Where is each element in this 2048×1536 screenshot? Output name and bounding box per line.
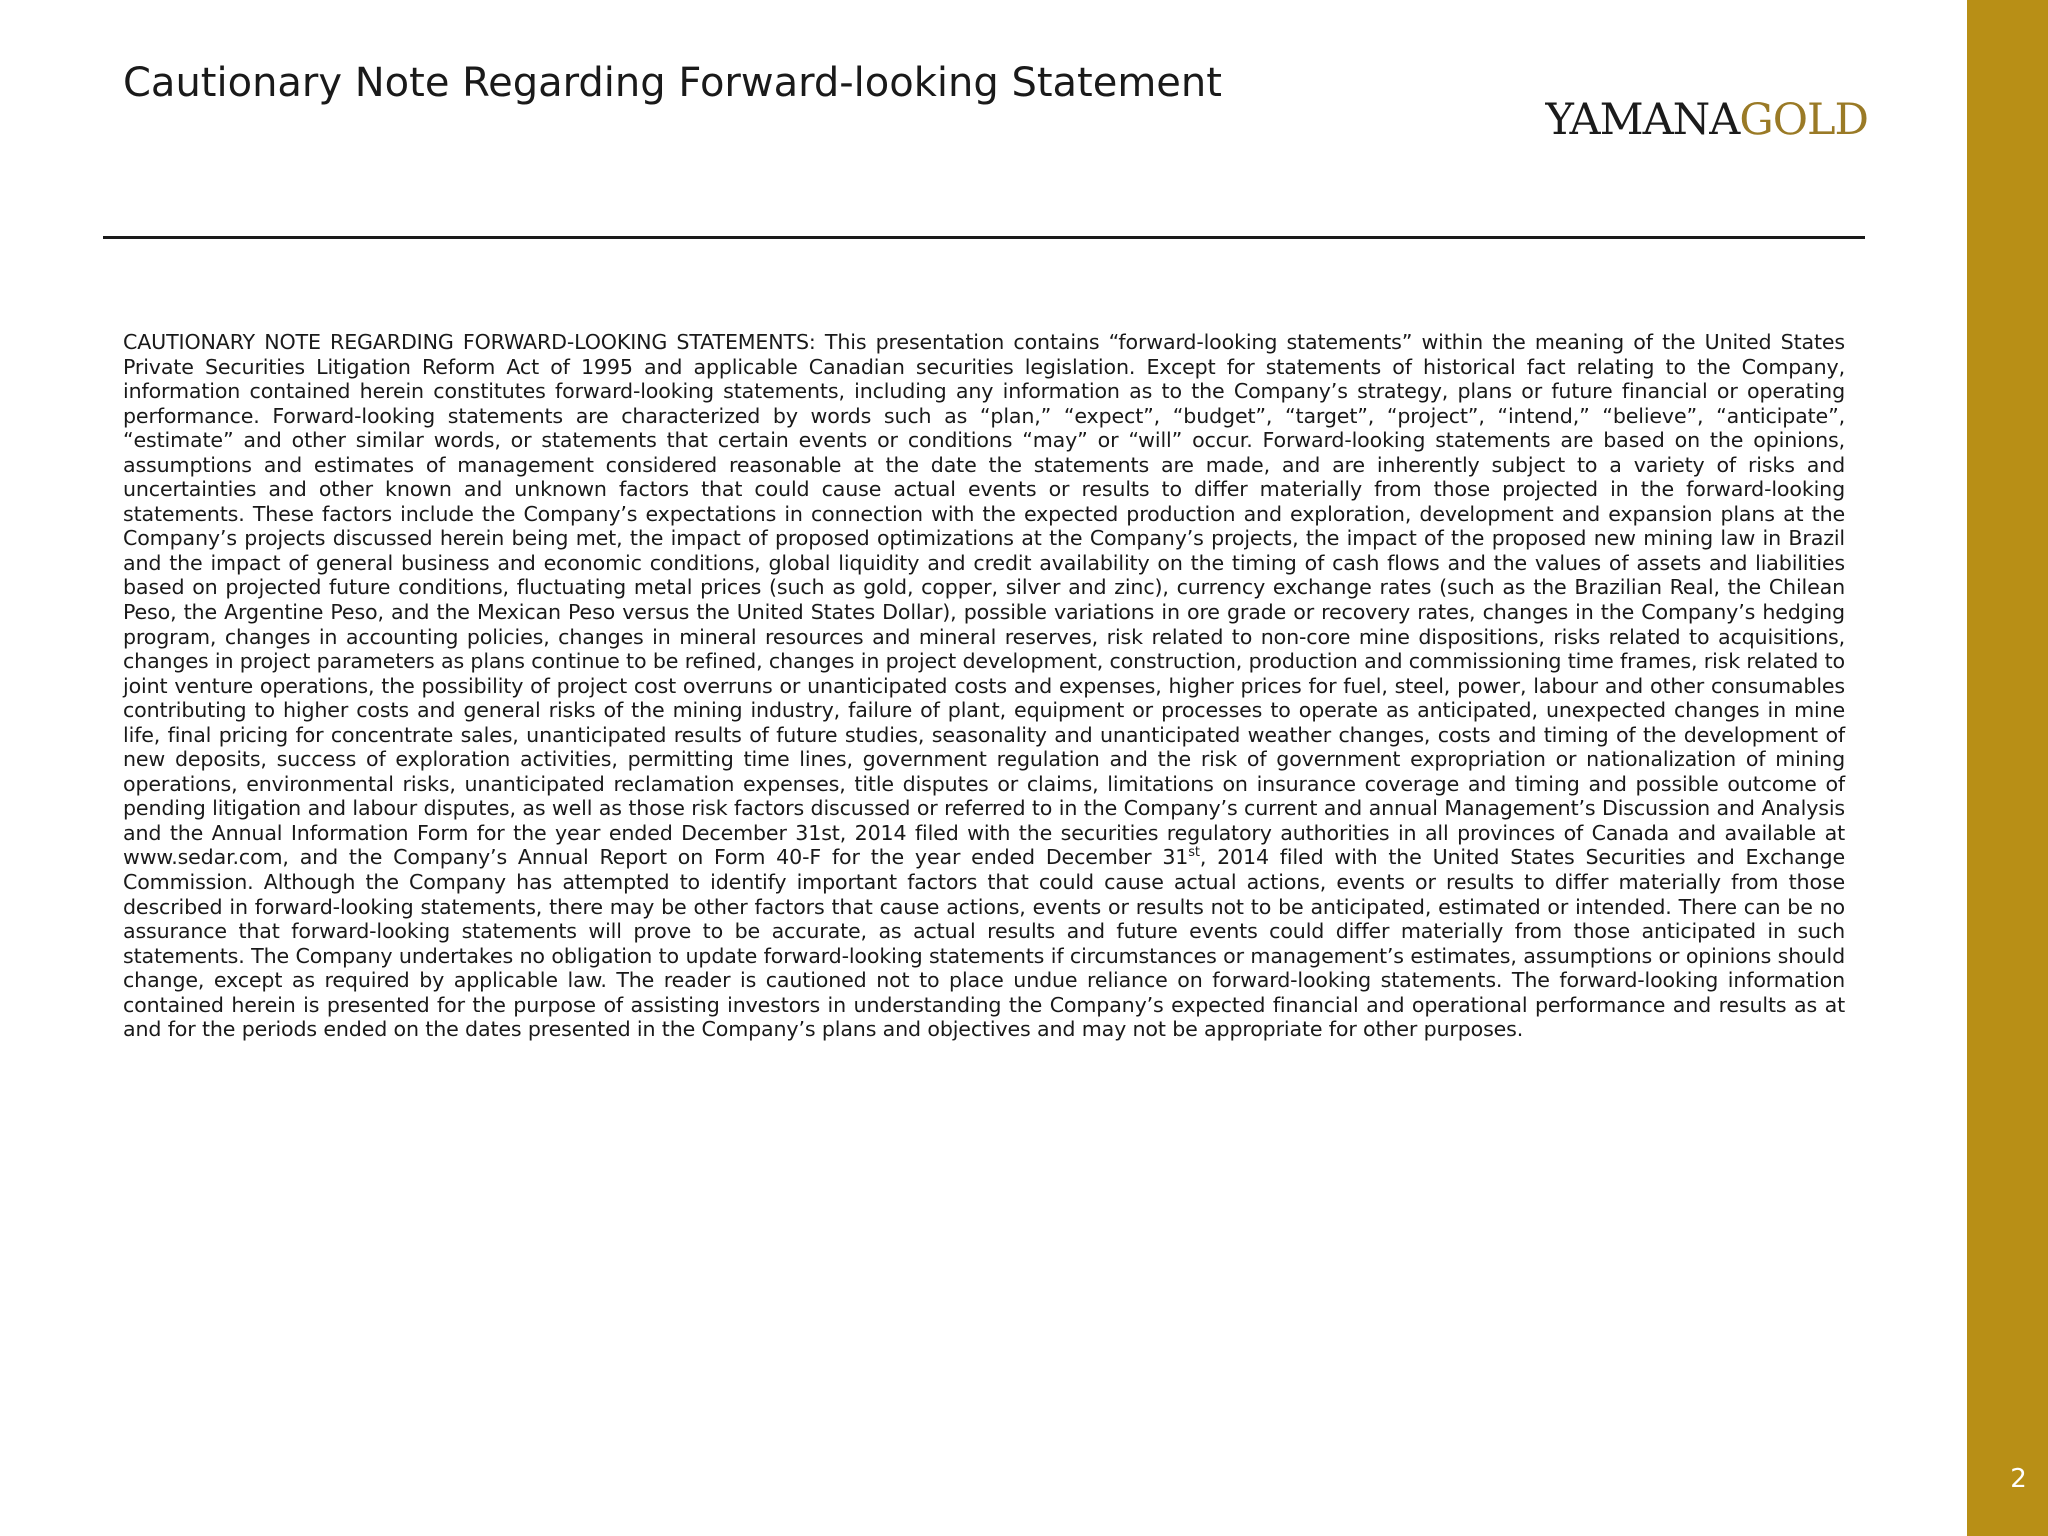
- gold-side-bar: [1967, 0, 2048, 1536]
- disclaimer-paragraph: [123, 330, 1845, 1042]
- logo-text-yamana: YAMANA: [1545, 95, 1740, 145]
- disclaimer-text-part2: , 2014 filed with the United States Securities and Exchange Commission. Although the Company has attempted to identify important factors that could cause actual actions, events or results to differ materially from those described in forward-looking statements, there may be other factors that cause actions, events or results not to be anticipated, estimated or intended. There can be no assurance that forward-looking statements will prove to be accurate, as actual results and future events could differ materially from those anticipated in such statements. The Company undertakes no obligation to update forward-looking statements if circumstances or management’s estimates, assumptions or opinions should change, except as required by applicable law. The reader is cautioned not to place undue reliance on forward-looking statements. The forward-looking information contained herein is presented for the purpose of assisting investors in understanding the Company’s expected financial and operational performance and results as at and for the periods ended on the dates presented in the Company’s plans and objectives and may not be appropriate for other purposes.: [123, 845, 1845, 1042]
- disclaimer-text-part1: CAUTIONARY NOTE REGARDING FORWARD-LOOKING STATEMENTS: This presentation contains “forward-looking statements” within the meaning of the United States Private Securities Litigation Reform Act of 1995 and applicable Canadian securities legislation. Except for statements of historical fact relating to the Company, information contained herein constitutes forward-looking statements, including any information as to the Company’s strategy, plans or future financial or operating performance. Forward-looking statements are characterized by words such as “plan,” “expect”, “budget”, “target”, “project”, “intend,” “believe”, “anticipate”, “estimate” and other similar words, or statements that certain events or conditions “may” or “will” occur. Forward-looking statements are based on the opinions, assumptions and estimates of management considered reasonable at the date the statements are made, and are inherently subject to a variety of risks and uncertainties and other known and unknown factors that could cause actual events or results to differ materially from those projected in the forward-looking statements. These factors include the Company’s expectations in connection with the expected production and exploration, development and expansion plans at the Company’s projects discussed herein being met, the impact of proposed optimizations at the Company’s projects, the impact of the proposed new mining law in Brazil and the impact of general business and economic conditions, global liquidity and credit availability on the timing of cash flows and the values of assets and liabilities based on projected future conditions, fluctuating metal prices (such as gold, copper, silver and zinc), currency exchange rates (such as the Brazilian Real, the Chilean Peso, the Argentine Peso, and the Mexican Peso versus the United States Dollar), possible variations in ore grade or recovery rates, changes in the Company’s hedging program, changes in accounting policies, changes in mineral resources and mineral reserves, risk related to non-core mine dispositions, risks related to acquisitions, changes in project parameters as plans continue to be refined, changes in project development, construction, production and commissioning time frames, risk related to joint venture operations, the possibility of project cost overruns or unanticipated costs and expenses, higher prices for fuel, steel, power, labour and other consumables contributing to higher costs and general risks of the mining industry, failure of plant, equipment or processes to operate as anticipated, unexpected changes in mine life, final pricing for concentrate sales, unanticipated results of future studies, seasonality and unanticipated weather changes, costs and timing of the development of new deposits, success of exploration activities, permitting time lines, government regulation and the risk of government expropriation or nationalization of mining operations, environmental risks, unanticipated reclamation expenses, title disputes or claims, limitations on insurance coverage and timing and possible outcome of pending litigation and labour disputes, as well as those risk factors discussed or referred to in the Company’s current and annual Management’s Discussion and Analysis and the Annual Information Form for the year ended December 31st, 2014 filed with the securities regulatory authorities in all provinces of Canada and available at www.sedar.com, and the Company’s Annual Report on Form 40-F for the year ended December 31: [123, 330, 1845, 870]
- page-title: Cautionary Note Regarding Forward-looking Statement: [123, 60, 1222, 106]
- ordinal-superscript: st: [1188, 845, 1200, 861]
- company-logo: [1533, 92, 1868, 148]
- page-number: 2: [2010, 1464, 2027, 1494]
- logo-text-gold: GOLD: [1739, 95, 1868, 145]
- header-divider: [103, 236, 1865, 239]
